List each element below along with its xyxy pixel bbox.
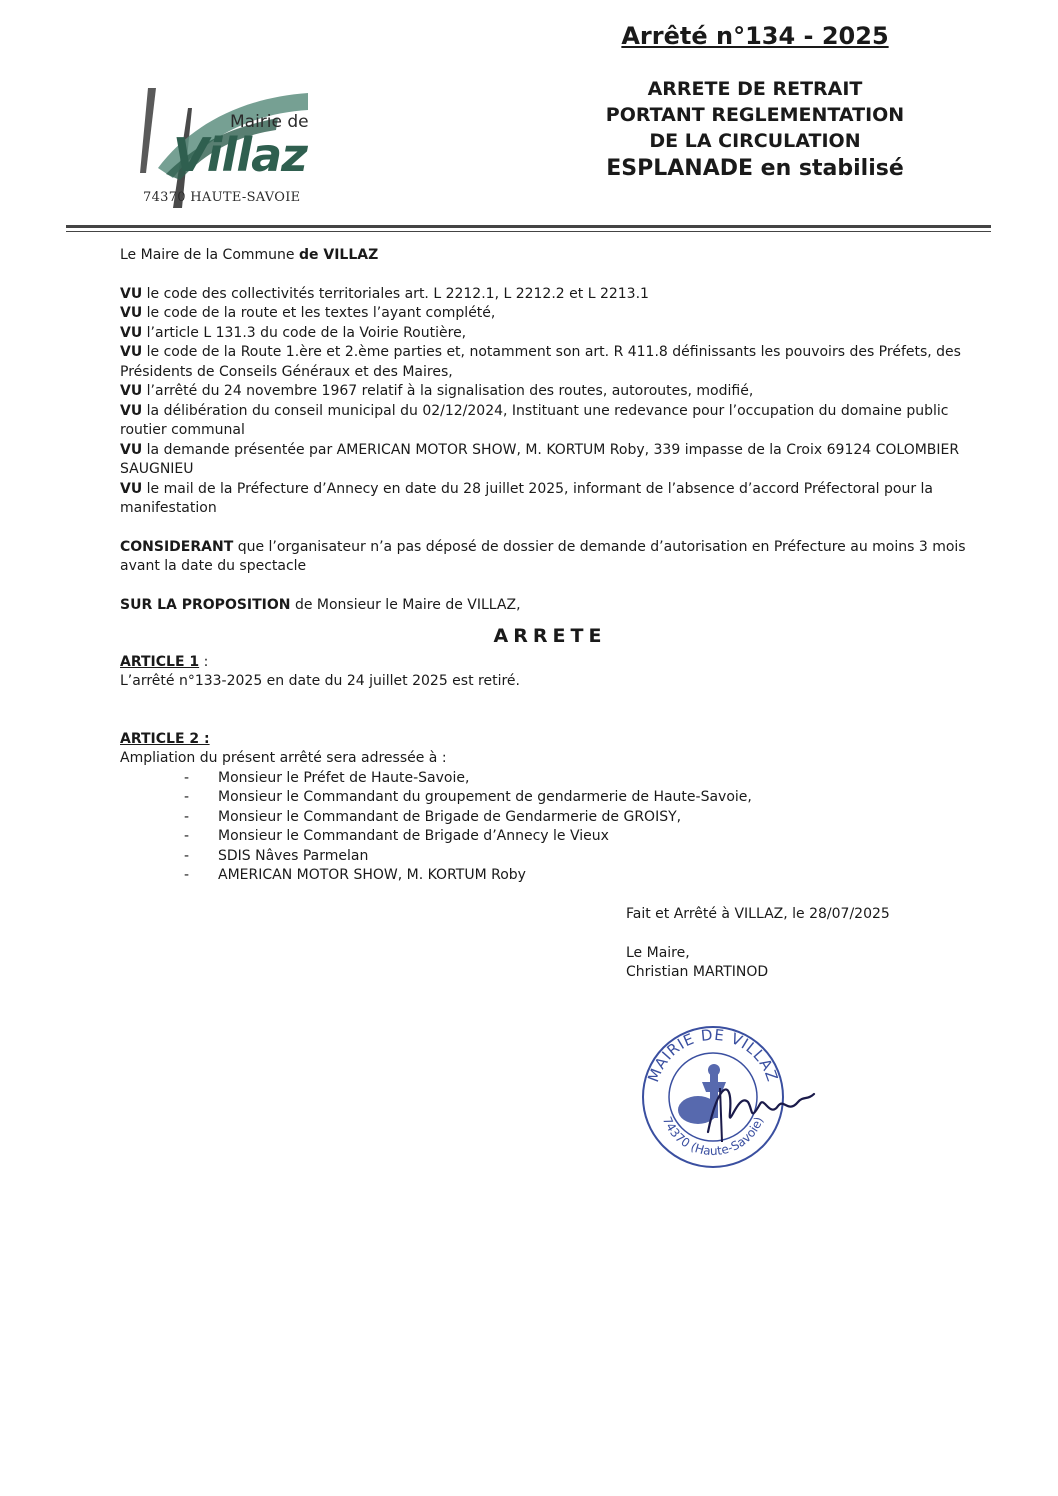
signature-name: Christian MARTINOD — [626, 964, 769, 980]
list-item: - AMERICAN MOTOR SHOW, M. KORTUM Roby — [184, 867, 526, 883]
stamp-seal-icon — [638, 1022, 828, 1172]
document-body — [120, 246, 980, 886]
title-line-2: PORTANT REGLEMENTATION — [605, 104, 905, 126]
logo-address-text: 74370 HAUTE-SAVOIE — [143, 190, 301, 205]
arrete-heading: ARRETE — [493, 625, 607, 647]
signature-place-date: Fait et Arrêté à VILLAZ, le 28/07/2025 — [626, 906, 890, 922]
vu-item: VU le mail de la Préfecture d’Annecy en date du 28 juillet 2025, informant de l’absence d’accord Préfectoral pour la manifestation — [120, 480, 933, 516]
proposition-paragraph: SUR LA PROPOSITION de Monsieur le Maire de VILLAZ, — [120, 596, 521, 613]
document-title — [560, 76, 950, 184]
article-1-text: L’arrêté n°133-2025 en date du 24 juillet 2025 est retiré. — [120, 673, 520, 689]
vu-item: VU la délibération du conseil municipal du 02/12/2024, Instituant une redevance pour l’occupation du domaine public routier communal — [120, 402, 949, 438]
list-item: - Monsieur le Commandant du groupement de gendarmerie de Haute-Savoie, — [184, 789, 752, 805]
list-item: - SDIS Nâves Parmelan — [184, 847, 369, 864]
article-2-heading: ARTICLE 2 : — [120, 730, 210, 747]
vu-item: VU la demande présentée par AMERICAN MOTOR SHOW, M. KORTUM Roby, 339 impasse de la Croix 69124 COLOMBIER SAUGNIEU — [120, 441, 960, 477]
vu-item: VU l’article L 131.3 du code de la Voirie Routière, — [120, 324, 467, 341]
vu-item: VU le code de la route et les textes l’ayant complété, — [120, 305, 496, 321]
stamp-top-text: MAIRIE DE VILLAZ — [644, 1025, 782, 1085]
article-1-heading: ARTICLE 1 : — [120, 653, 209, 670]
vu-item: VU le code des collectivités territoriales art. L 2212.1, L 2212.2 et L 2213.1 — [120, 285, 649, 302]
recipients-list — [120, 769, 980, 886]
intro-line: Le Maire de la Commune de VILLAZ — [120, 247, 379, 263]
document-number: Arrêté n°134 - 2025 — [621, 22, 889, 50]
header-divider-thin — [66, 231, 991, 232]
signature-role: Le Maire, — [626, 944, 690, 961]
list-item: - Monsieur le Commandant de Brigade de Gendarmerie de GROISY, — [184, 808, 682, 825]
article-2-intro: Ampliation du présent arrêté sera adressée à : — [120, 750, 447, 766]
vu-item: VU l’arrêté du 24 novembre 1967 relatif à la signalisation des routes, autoroutes, modifié, — [120, 383, 754, 399]
intro-commune: de VILLAZ — [298, 247, 379, 263]
logo-mairie-text: Mairie de — [230, 112, 309, 132]
title-line-3: DE LA CIRCULATION — [649, 130, 861, 152]
title-subtitle: ESPLANADE en stabilisé — [606, 156, 904, 181]
list-item: - Monsieur le Commandant de Brigade d’Annecy le Vieux — [184, 828, 609, 844]
list-item: - Monsieur le Préfet de Haute-Savoie, — [184, 769, 470, 786]
considerant-paragraph: CONSIDERANT que l’organisateur n’a pas déposé de dossier de demande d’autorisation en Préfecture au moins 3 mois avant la date du spectacle — [120, 538, 966, 574]
municipal-logo — [118, 88, 318, 208]
logo-villaz-text: Villaz — [173, 128, 307, 182]
title-line-1: ARRETE DE RETRAIT — [647, 78, 863, 100]
header-divider-thick — [66, 225, 991, 228]
signature-block — [626, 905, 890, 983]
stamp-bottom-text: 74370 (Haute-Savoie) — [659, 1114, 767, 1159]
vu-item: VU le code de la Route 1.ère et 2.ème parties et, notamment son art. R 411.8 définissants les pouvoirs des Préfets, des Présidents de Conseils Généraux et des Maires, — [120, 344, 961, 380]
official-stamp — [638, 1022, 788, 1172]
